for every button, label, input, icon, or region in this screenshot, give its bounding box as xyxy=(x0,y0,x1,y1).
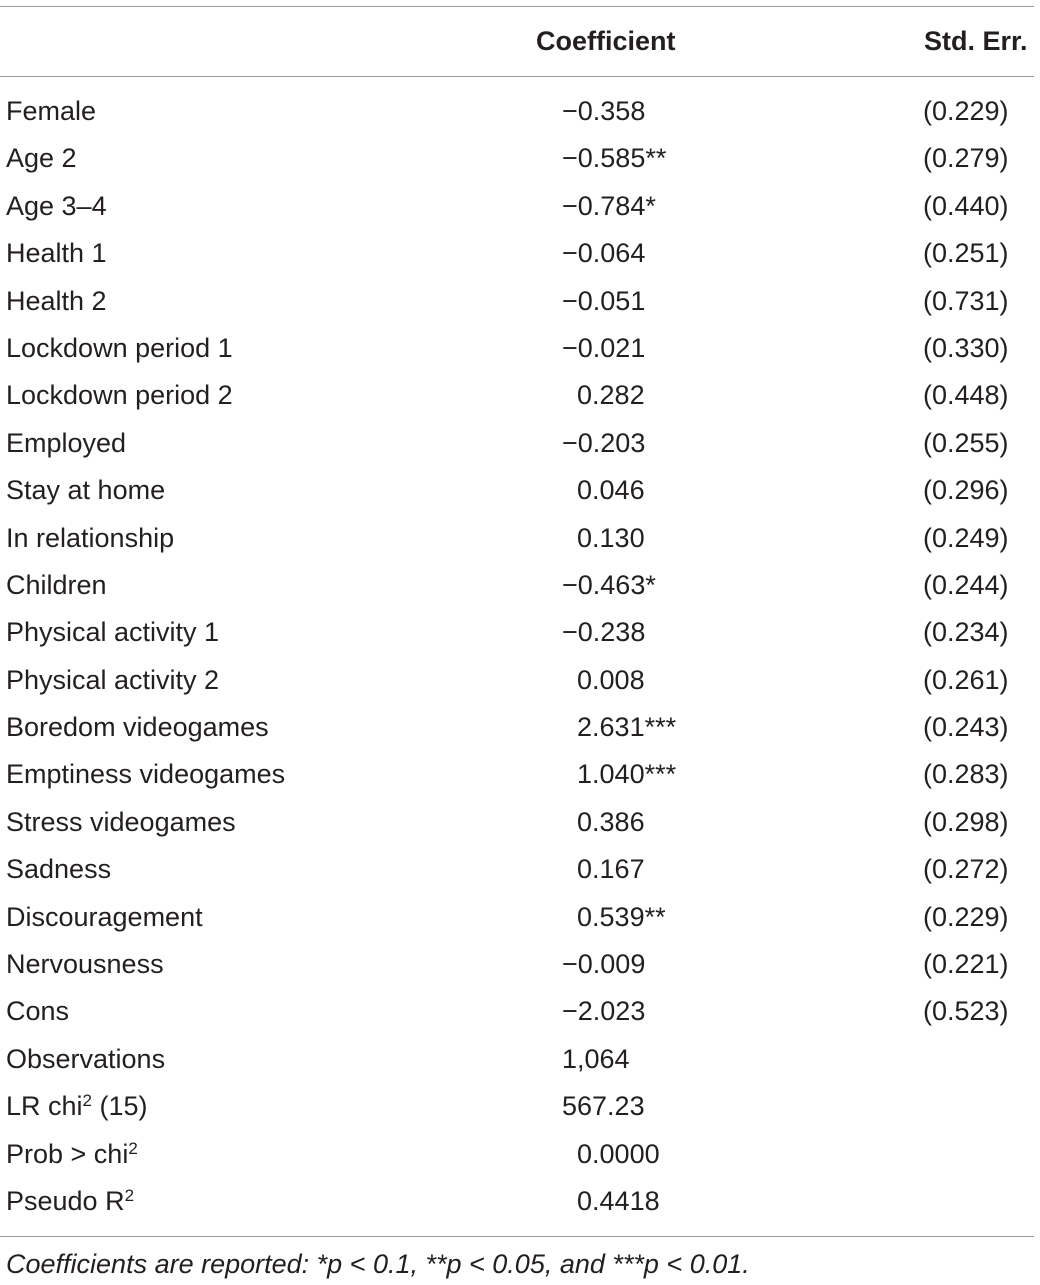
stat-value: 1,064 xyxy=(562,1043,630,1074)
row-coefficient: −0.203 xyxy=(562,427,646,458)
table-row xyxy=(0,230,1040,277)
stat-label: Prob > chi$^2$ xyxy=(6,1138,138,1169)
stat-row xyxy=(0,1131,1040,1178)
table-footnote: Coefficients are reported: *p < 0.1, **p < 0.05, and ***p < 0.01. xyxy=(6,1249,750,1279)
table-row xyxy=(0,515,1040,562)
stat-value: 0.4418 xyxy=(562,1185,660,1216)
row-label: Physical activity 2 xyxy=(6,664,220,695)
row-std-err: (0.221) xyxy=(923,949,1009,980)
stat-label: Observations xyxy=(6,1043,166,1074)
stat-value: 0.0000 xyxy=(562,1138,660,1169)
table-row xyxy=(0,657,1040,704)
row-std-err: (0.440) xyxy=(923,190,1009,221)
row-std-err: (0.251) xyxy=(923,238,1009,269)
row-coefficient: −0.238 xyxy=(562,617,646,648)
table-row xyxy=(0,325,1040,372)
table-row xyxy=(0,135,1040,182)
row-coefficient: −2.023 xyxy=(562,996,646,1027)
row-coefficient: 0.167 xyxy=(562,854,645,885)
table-row xyxy=(0,704,1040,751)
row-coefficient: −0.784* xyxy=(562,190,656,221)
row-label: Female xyxy=(6,96,97,126)
row-label: Emptiness videogames xyxy=(6,759,286,790)
table-row xyxy=(0,941,1040,988)
row-coefficient: −0.358 xyxy=(562,96,646,126)
row-std-err: (0.261) xyxy=(923,664,1009,695)
table-row xyxy=(0,562,1040,609)
top-rule xyxy=(0,6,1034,7)
row-label: Health 2 xyxy=(6,285,107,316)
row-label: Discouragement xyxy=(6,901,203,932)
row-coefficient: 2.631*** xyxy=(562,712,677,743)
row-label: Employed xyxy=(6,427,127,458)
table-row xyxy=(0,467,1040,514)
row-std-err: (0.298) xyxy=(923,806,1009,837)
row-label: Sadness xyxy=(6,854,112,885)
row-label: Stay at home xyxy=(6,475,166,506)
row-label: Boredom videogames xyxy=(6,712,269,743)
table-row xyxy=(0,88,1040,135)
table-row xyxy=(0,894,1040,941)
bottom-rule xyxy=(0,1236,1034,1237)
row-std-err: (0.243) xyxy=(923,712,1009,743)
row-coefficient: 0.008 xyxy=(562,664,645,695)
row-std-err: (0.330) xyxy=(923,332,1009,363)
stat-row xyxy=(0,1083,1040,1130)
row-label: Lockdown period 2 xyxy=(6,380,233,411)
row-std-err: (0.255) xyxy=(923,427,1009,458)
table-row xyxy=(0,846,1040,893)
table-row xyxy=(0,988,1040,1035)
row-coefficient: −0.064 xyxy=(562,238,646,269)
row-std-err: (0.272) xyxy=(923,854,1009,885)
row-coefficient: 0.282 xyxy=(562,380,645,411)
table-row xyxy=(0,183,1040,230)
row-coefficient: −0.051 xyxy=(562,285,646,316)
stat-label-superscript: 2 xyxy=(128,1138,138,1158)
row-std-err: (0.296) xyxy=(923,475,1009,506)
table-row xyxy=(0,420,1040,467)
row-std-err: (0.229) xyxy=(923,901,1009,932)
row-std-err: (0.249) xyxy=(923,522,1009,553)
row-label: Cons xyxy=(6,996,70,1027)
row-label: Health 1 xyxy=(6,238,107,269)
row-label: Age 3–4 xyxy=(6,190,107,221)
row-coefficient: 0.386 xyxy=(562,806,645,837)
table-row xyxy=(0,278,1040,325)
row-coefficient: −0.585** xyxy=(562,143,667,174)
table-row xyxy=(0,372,1040,419)
stat-value: 567.23 xyxy=(562,1091,645,1122)
row-std-err: (0.731) xyxy=(923,285,1009,316)
stat-label: Pseudo $R^2$ xyxy=(6,1185,135,1216)
header-std-err: Std. Err. xyxy=(924,26,1028,56)
row-label: Stress videogames xyxy=(6,806,236,837)
stat-label: LR chi$^2$ (15) xyxy=(6,1091,148,1122)
header-coefficient: Coefficient xyxy=(536,26,676,56)
table-body xyxy=(0,88,1040,1225)
row-label: Physical activity 1 xyxy=(6,617,220,648)
header-rule xyxy=(0,76,1034,77)
row-label: Children xyxy=(6,569,107,600)
row-std-err: (0.244) xyxy=(923,569,1009,600)
table-row xyxy=(0,609,1040,656)
row-coefficient: −0.463* xyxy=(562,569,656,600)
row-std-err: (0.229) xyxy=(923,96,1009,126)
row-label: Lockdown period 1 xyxy=(6,332,233,363)
row-label: Nervousness xyxy=(6,949,164,980)
row-label: In relationship xyxy=(6,522,175,553)
row-std-err: (0.448) xyxy=(923,380,1009,411)
row-std-err: (0.283) xyxy=(923,759,1009,790)
row-coefficient: −0.009 xyxy=(562,949,646,980)
row-coefficient: 0.539** xyxy=(562,901,666,932)
row-std-err: (0.279) xyxy=(923,143,1009,174)
row-std-err: (0.523) xyxy=(923,996,1009,1027)
stat-label-superscript: 2 xyxy=(124,1185,135,1205)
stat-row xyxy=(0,1036,1040,1083)
row-coefficient: 1.040*** xyxy=(562,759,677,790)
table-row xyxy=(0,799,1040,846)
row-coefficient: −0.021 xyxy=(562,332,646,363)
stat-label-superscript: 2 xyxy=(82,1091,92,1111)
stat-row xyxy=(0,1178,1040,1225)
row-label: Age 2 xyxy=(6,143,77,174)
row-coefficient: 0.046 xyxy=(562,475,645,506)
table-row xyxy=(0,751,1040,798)
row-coefficient: 0.130 xyxy=(562,522,645,553)
row-std-err: (0.234) xyxy=(923,617,1009,648)
